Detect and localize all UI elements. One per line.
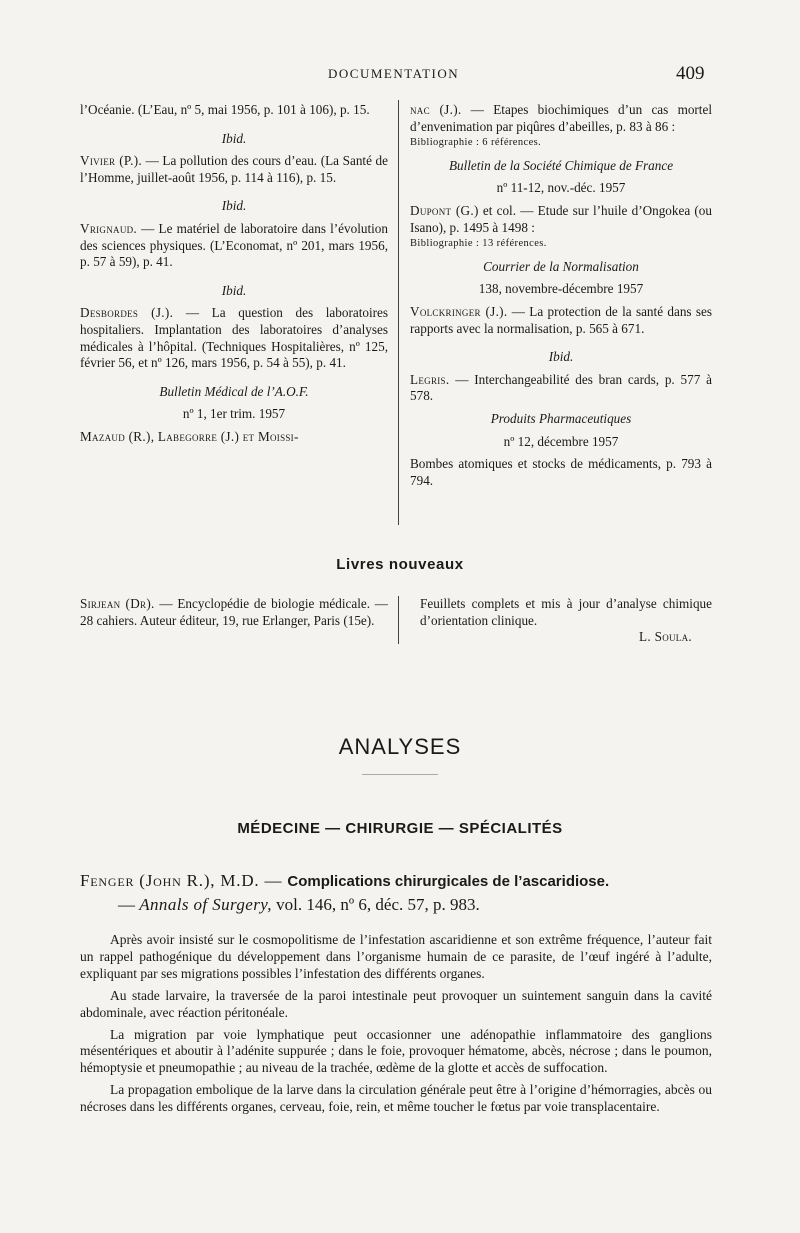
column-divider xyxy=(398,100,399,525)
journal-name: Annals of Surgery, xyxy=(139,895,272,914)
reviewer-signature: L. Soula. xyxy=(639,629,692,645)
entry-text: — Le matériel de laboratoire dans l’évolution des sciences physiques. (L’Economat, nº 201, mars 1956, p. 57 à 59), p. 41. xyxy=(80,220,388,270)
specialty-heading: MÉDECINE — CHIRURGIE — SPÉCIALITÉS xyxy=(237,820,563,837)
column-divider xyxy=(398,596,399,644)
book-text xyxy=(80,596,388,629)
entry-text: — La protection de la santé dans ses rapports avec la normalisation, p. 565 à 671. xyxy=(410,303,712,336)
source-heading: Bulletin Médical de l’A.O.F. xyxy=(159,383,309,399)
entry xyxy=(410,304,712,337)
article-source xyxy=(118,895,738,915)
journal-details: vol. 146, nº 6, déc. 57, p. 983. xyxy=(271,895,480,914)
analysis-paragraph: La migration par voie lymphatique peut occasionner une adénopathie inflammatoire des ganglions mésentériques et aboutir à l’adénite suppurée ; dans le foie, provoquer hématome, abcès, nécrose ; dans le poumon, hémoptysie et pneumopathie ; au niveau de la trachée, œdème de la glotte et accès de suffocation. xyxy=(80,1026,712,1076)
entry-author: Legris. xyxy=(410,371,450,387)
books-section-title: Livres nouveaux xyxy=(336,556,464,573)
entry-text: et col. — Etude sur l’huile d’Ongokea (ou Isano), p. 1495 à 1498 : xyxy=(410,202,712,235)
source-heading: Bulletin de la Société Chimique de France xyxy=(448,157,674,173)
article-reference xyxy=(80,871,720,891)
title-rule xyxy=(362,774,438,775)
source-issue: 138, novembre-décembre 1957 xyxy=(478,281,644,297)
source-dash: — xyxy=(118,895,140,914)
page-header xyxy=(0,63,800,86)
source-heading: Ibid. xyxy=(221,282,247,298)
source-heading: Ibid. xyxy=(221,130,247,146)
analysis-paragraph: Au stade larvaire, la traversée de la paroi intestinale peut provoquer un suintement sanguin dans la cavité abdominale, avec réaction péritonéale. xyxy=(80,987,712,1020)
entry-text: — La pollution des cours d’eau. (La Santé de l’Homme, juillet-août 1956, p. 114 à 116), p. 15. xyxy=(80,153,388,185)
bibliography-note: Bibliographie : 13 références. xyxy=(410,238,547,250)
analysis-paragraph: La propagation embolique de la larve dans la circulation générale peut être à l’origine d’hémorragies, abcès ou nécroses dans les différents organes, cerveau, foie, rein, et même toucher le fœtus par voie transplacentaire. xyxy=(80,1082,712,1115)
entry-author: nac (J.). xyxy=(410,102,462,117)
source-heading: Ibid. xyxy=(221,198,247,214)
entry xyxy=(80,305,388,371)
entry-author: Vrignaud. xyxy=(80,220,138,236)
entry-author: Desbordes (J.). xyxy=(80,305,174,321)
source-issue: nº 12, décembre 1957 xyxy=(503,433,619,449)
analysis-body xyxy=(80,932,712,1121)
bibliography-note: Bibliographie : 6 références. xyxy=(410,137,542,149)
entry xyxy=(80,221,388,271)
entry xyxy=(80,153,388,186)
entry: l’Océanie. (L’Eau, nº 5, mai 1956, p. 101 à 106), p. 15. xyxy=(80,102,370,117)
book-description-continued: Feuillets complets et mis à jour d’analyse chimique d’orientation clinique. xyxy=(420,596,712,628)
source-issue: nº 11-12, nov.-déc. 1957 xyxy=(496,180,626,196)
book-entry-continued xyxy=(420,596,712,646)
entry xyxy=(410,102,712,135)
running-title: DOCUMENTATION xyxy=(328,66,460,81)
article-author: Fenger (John R.), M.D. — xyxy=(80,871,288,890)
article-title: Complications chirurgicales de l’ascaridiose. xyxy=(287,873,610,890)
book-description: — Encyclopédie de biologie médicale. — 28 cahiers. Auteur éditeur, 19, rue Erlanger, Paris (15e). xyxy=(80,596,388,628)
entry-text: — Etapes biochimiques d’un cas mortel d’envenimation par piqûres d’abeilles, p. 83 à 86 : xyxy=(410,102,712,134)
source-issue: nº 1, 1er trim. 1957 xyxy=(182,406,286,422)
entry xyxy=(410,203,712,236)
source-heading: Produits Pharmaceutiques xyxy=(490,410,632,426)
source-heading: Courrier de la Normalisation xyxy=(483,258,639,274)
right-column xyxy=(410,102,712,489)
entry: Bombes atomiques et stocks de médicaments, p. 793 à 794. xyxy=(410,456,712,488)
analysis-paragraph: Après avoir insisté sur le cosmopolitisme de l’infestation ascaridienne et son extrême fréquence, l’auteur fait un rappel pathogénique du développement dans l’organisme humain de ce parasite, de l’œuf ingéré à l’adulte, expliquant par ses migrations possibles l’infestation des différents organes. xyxy=(80,932,712,981)
entry-text: — Interchangeabilité des bran cards, p. 577 à 578. xyxy=(410,371,712,404)
entry-author: Vivier (P.). xyxy=(80,153,142,169)
page-number: 409 xyxy=(676,63,705,84)
entry xyxy=(410,372,712,405)
entry-author: Dupont (G.) xyxy=(410,202,479,218)
entry-text: — La question des laboratoires hospitaliers. Implantation des laboratoires d’analyses médicales à l’hôpital. (Techniques Hospitalières, nº 125, février 56, et nº 126, mars 1956, p. 54 à 55), p. 41. xyxy=(80,305,388,371)
entry-author: Volckringer (J.). xyxy=(410,303,508,319)
source-heading: Ibid. xyxy=(548,349,574,365)
book-entry xyxy=(80,596,388,629)
book-author: Sirjean (Dr). xyxy=(80,596,155,611)
left-column xyxy=(80,102,388,446)
entry-authors: Mazaud (R.), Labegorre (J.) et Moissi- xyxy=(80,428,299,444)
analyses-title: ANALYSES xyxy=(338,734,462,759)
